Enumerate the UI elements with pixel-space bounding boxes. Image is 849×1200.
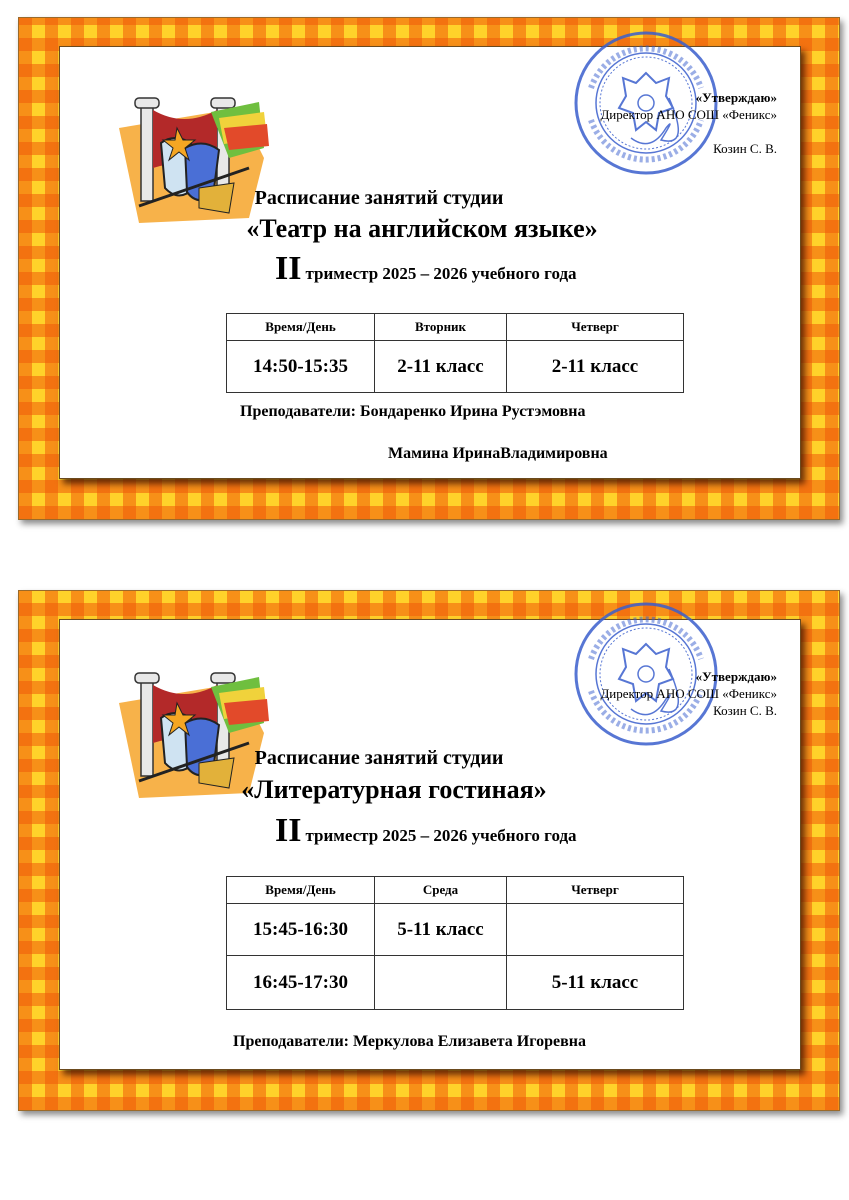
header-time: Время/День bbox=[227, 877, 375, 904]
cell-time: 15:45-16:30 bbox=[227, 904, 375, 956]
header-day-2: Четверг bbox=[507, 314, 684, 341]
cell-day-2 bbox=[507, 904, 684, 956]
term-line bbox=[275, 812, 577, 850]
approval-name: Козин С. В. bbox=[713, 141, 777, 156]
approval-title: «Утверждаю» bbox=[695, 90, 777, 105]
schedule-table bbox=[226, 876, 684, 1010]
cell-time: 16:45-17:30 bbox=[227, 956, 375, 1010]
teachers-line-1: Преподаватели: Бондаренко Ирина Рустэмовна bbox=[240, 403, 586, 420]
cell-day-1 bbox=[375, 956, 507, 1010]
approval-position: Директор АНО СОШ «Феникс» bbox=[600, 686, 777, 701]
header-time: Время/День bbox=[227, 314, 375, 341]
table-row bbox=[227, 904, 684, 956]
term-roman: II bbox=[275, 812, 302, 849]
approval-name: Козин С. В. bbox=[713, 703, 777, 718]
cell-day-2: 2-11 класс bbox=[507, 341, 684, 393]
table-header-row bbox=[227, 877, 684, 904]
table-row bbox=[227, 341, 684, 393]
term-roman: II bbox=[275, 250, 302, 287]
approval-block bbox=[600, 668, 777, 719]
header-day-2: Четверг bbox=[507, 877, 684, 904]
approval-block bbox=[600, 89, 777, 157]
header-day-1: Среда bbox=[375, 877, 507, 904]
studio-title: «Литературная гостиная» bbox=[241, 775, 547, 804]
teachers-line-2: Мамина ИринаВладимировна bbox=[388, 445, 608, 462]
cell-day-2: 5-11 класс bbox=[507, 956, 684, 1010]
cell-time: 14:50-15:35 bbox=[227, 341, 375, 393]
table-header-row bbox=[227, 314, 684, 341]
schedule-card-theater bbox=[18, 17, 840, 520]
cell-day-1: 5-11 класс bbox=[375, 904, 507, 956]
schedule-card-literature bbox=[18, 590, 840, 1111]
header-day-1: Вторник bbox=[375, 314, 507, 341]
term-text: триместр 2025 – 2026 учебного года bbox=[305, 826, 577, 845]
schedule-heading: Расписание занятий студии bbox=[254, 747, 504, 769]
approval-position: Директор АНО СОШ «Феникс» bbox=[600, 107, 777, 122]
term-text: триместр 2025 – 2026 учебного года bbox=[305, 264, 577, 283]
term-line bbox=[275, 250, 577, 288]
teachers-line-1: Преподаватели: Меркулова Елизавета Игоревна bbox=[233, 1033, 586, 1050]
schedule-heading: Расписание занятий студии bbox=[254, 187, 504, 209]
studio-title: «Театр на английском языке» bbox=[246, 214, 598, 243]
schedule-table bbox=[226, 313, 684, 393]
table-row bbox=[227, 956, 684, 1010]
cell-day-1: 2-11 класс bbox=[375, 341, 507, 393]
approval-title: «Утверждаю» bbox=[695, 669, 777, 684]
